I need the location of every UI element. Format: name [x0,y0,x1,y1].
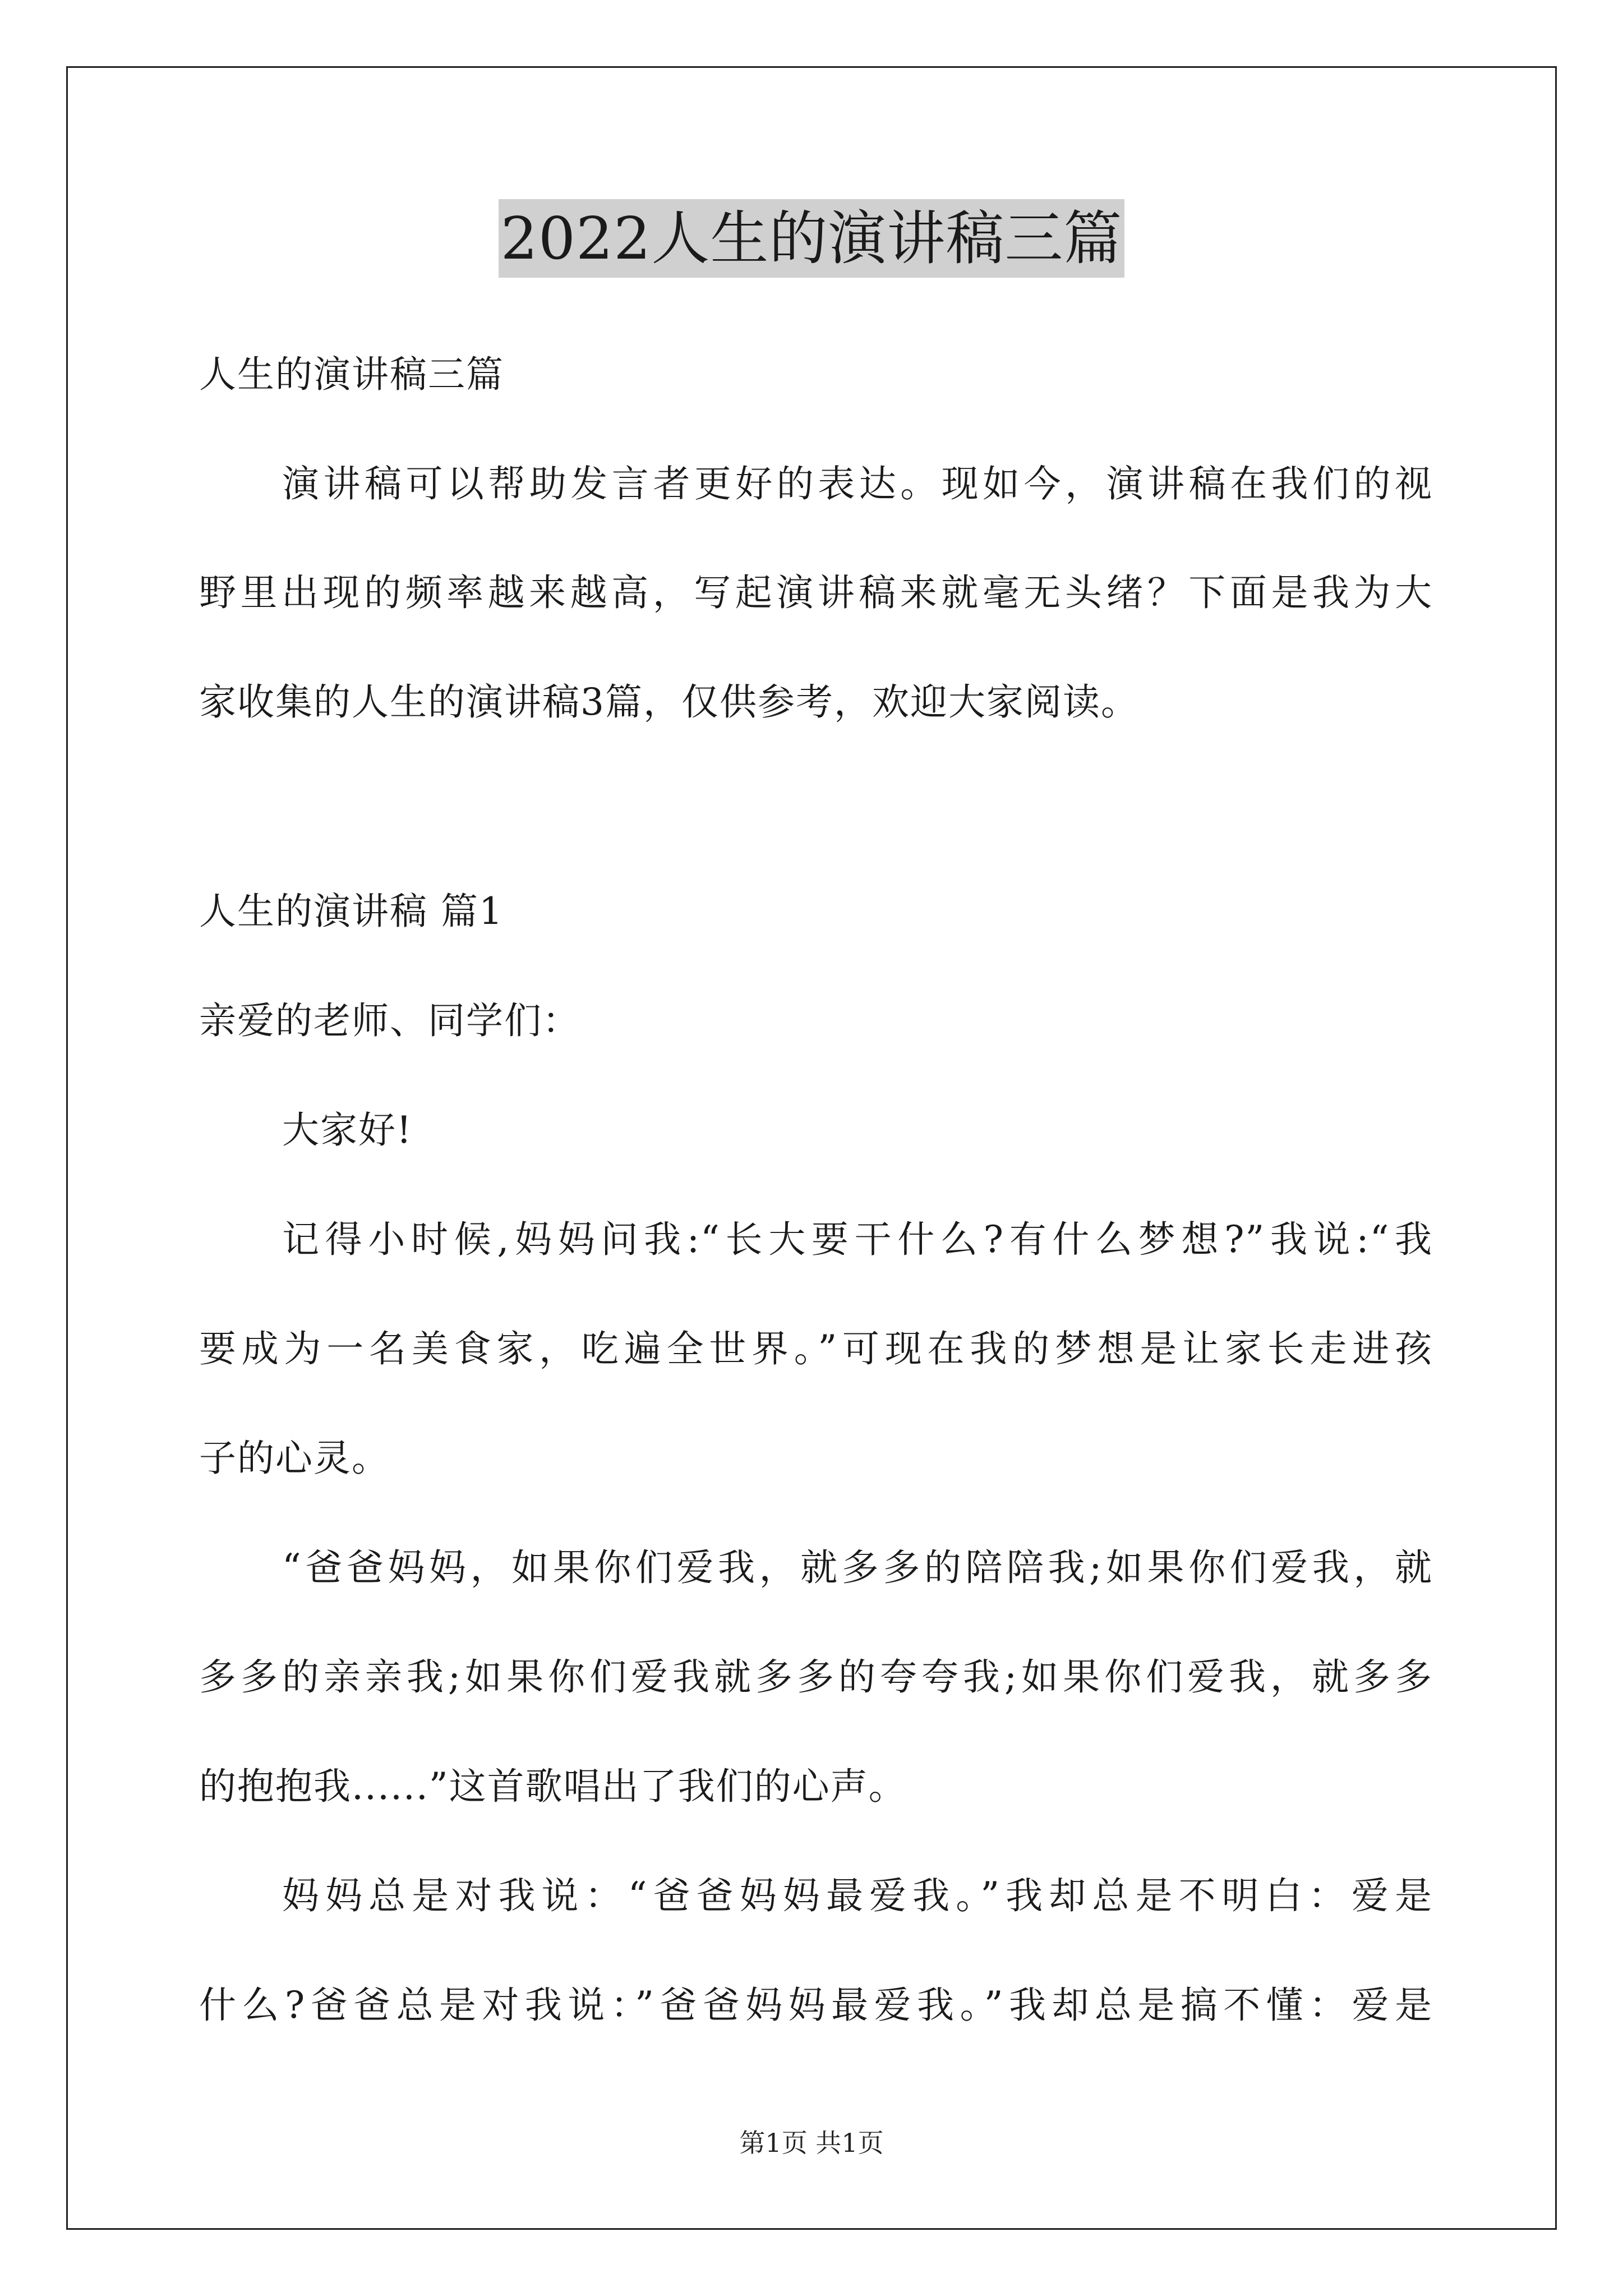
document-title: 2022人生的演讲稿三篇 [499,199,1125,278]
paragraph-line: 记得小时候,妈妈问我:“长大要干什么?有什么梦想?”我说:“我 [282,1218,1433,1261]
paragraph-line: 多多的亲亲我;如果你们爱我就多多的夸夸我;如果你们爱我，就多多 [199,1655,1433,1699]
paragraph-line: “爸爸妈妈，如果你们爱我，就多多的陪陪我;如果你们爱我，就 [282,1546,1433,1589]
title-container [0,199,1623,278]
paragraph-line: 什么?爸爸总是对我说：”爸爸妈妈最爱我。”我却总是搞不懂：爱是 [199,1984,1433,2027]
paragraph-line: 野里出现的频率越来越高，写起演讲稿来就毫无头绪？下面是我为大 [199,571,1433,614]
section-heading: 人生的演讲稿 篇1 [199,890,504,933]
paragraph-line: 要成为一名美食家，吃遍全世界。”可现在我的梦想是让家长走进孩 [199,1327,1433,1370]
paragraph-line: 妈妈总是对我说：“爸爸妈妈最爱我。”我却总是不明白：爱是 [282,1874,1433,1917]
paragraph-line: 子的心灵。 [199,1437,390,1480]
paragraph-line: 家收集的人生的演讲稿3篇，仅供参考，欢迎大家阅读。 [199,680,1139,724]
subtitle-line: 人生的演讲稿三篇 [199,353,504,396]
salutation-line: 亲爱的老师、同学们： [199,999,580,1042]
page-footer: 第1页 共1页 [739,2128,884,2158]
paragraph-line: 演讲稿可以帮助发言者更好的表达。现如今，演讲稿在我们的视 [282,462,1433,505]
greeting-line: 大家好! [282,1108,413,1152]
paragraph-line: 的抱抱我......”这首歌唱出了我们的心声。 [199,1765,907,1808]
